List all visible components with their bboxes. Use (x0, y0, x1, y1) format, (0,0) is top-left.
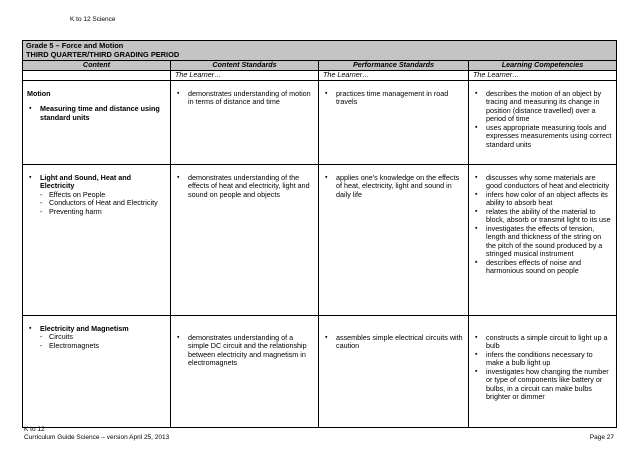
performance-standards-cell (319, 80, 469, 164)
quarter-title: THIRD QUARTER/THIRD GRADING PERIOD (26, 49, 180, 59)
learner-cell-learning-competencies: The Learner… (469, 70, 617, 80)
page-header: K to 12 Science (70, 16, 116, 23)
grade-title: Grade 5 – Force and Motion (26, 41, 124, 50)
list-item: ▪ investigates how changing the number or type of components like battery or bulbs, in a circuit can make bulbs brighter or dimmer (473, 368, 612, 402)
column-header-content-standards: Content Standards (171, 61, 319, 70)
table-row (23, 164, 617, 315)
content-cell (23, 80, 171, 164)
learning-competencies-cell (469, 315, 617, 427)
list-item: ▪ practices time management in road travels (323, 90, 464, 107)
page-footer (24, 426, 169, 442)
list-item: ▪ infers the conditions necessary to make a bulb light up (473, 351, 612, 368)
learner-row (23, 70, 617, 80)
content-subitem: - Conductors of Heat and Electricity (40, 199, 166, 207)
performance-standards-cell (319, 164, 469, 315)
table-title (23, 41, 617, 61)
list-item: ▪ describes effects of noise and harmonious sound on people (473, 259, 612, 276)
content-item: ▪ Measuring time and distance using standard units (27, 105, 166, 122)
list-item: ▪ investigates the effects of tension, length and thickness of the string on the pitch of the sound produced by a stringed musical instrument (473, 225, 612, 259)
list-item: ▪ relates the ability of the material to block, absorb or transmit light to its use (473, 208, 612, 225)
content-standards-cell (171, 80, 319, 164)
content-item: ▪ Light and Sound, Heat and Electricity (27, 174, 166, 191)
list-item: ▪ describes the motion of an object by tracing and measuring its change in position (distance travelled) over a period of time (473, 90, 612, 124)
content-subitem: - Circuits (40, 333, 166, 341)
curriculum-table (22, 40, 617, 428)
column-header-performance-standards: Performance Standards (319, 61, 469, 70)
content-cell (23, 315, 171, 427)
content-subitem: - Effects on People (40, 191, 166, 199)
list-item: ▪ demonstrates understanding of motion in terms of distance and time (175, 90, 314, 107)
column-header-learning-competencies: Learning Competencies (469, 61, 617, 70)
learner-cell-performance-standards: The Learner… (319, 70, 469, 80)
list-item: ▪ assembles simple electrical circuits with caution (323, 334, 464, 351)
learning-competencies-cell (469, 80, 617, 164)
list-item: ▪ infers how color of an object affects its ability to absorb heat (473, 191, 612, 208)
page-number: Page 27 (589, 434, 614, 441)
list-item: ▪ constructs a simple circuit to light up a bulb (473, 334, 612, 351)
list-item: ▪ discusses why some materials are good conductors of heat and electricity (473, 174, 612, 191)
content-standards-cell (171, 164, 319, 315)
list-item: ▪ applies one's knowledge on the effects of heat, electricity, light and sound in daily life (323, 174, 464, 199)
learner-cell-content-standards: The Learner… (171, 70, 319, 80)
table-row (23, 80, 617, 164)
content-subitem: - Preventing harm (40, 208, 166, 216)
content-item: ▪ Electricity and Magnetism (27, 325, 166, 333)
content-standards-cell (171, 315, 319, 427)
column-header-content: Content (23, 61, 171, 70)
learning-competencies-cell (469, 164, 617, 315)
content-cell (23, 164, 171, 315)
content-subitem: - Electromagnets (40, 342, 166, 350)
list-item: ▪ demonstrates understanding of a simple DC circuit and the relationship between electricity and magnetism in electromagnets (175, 334, 314, 368)
list-item: ▪ uses appropriate measuring tools and expresses measurements using correct standard units (473, 124, 612, 149)
learner-cell-content (23, 70, 171, 80)
column-header-row (23, 61, 617, 70)
content-heading: Motion (27, 88, 51, 98)
list-item: ▪ demonstrates understanding of the effects of heat and electricity, light and sound on people and objects (175, 174, 314, 199)
footer-line-2: Curriculum Guide Science – version April 25, 2013 (24, 433, 170, 441)
footer-line-1: K to 12 (24, 426, 45, 433)
performance-standards-cell (319, 315, 469, 427)
table-row (23, 315, 617, 427)
